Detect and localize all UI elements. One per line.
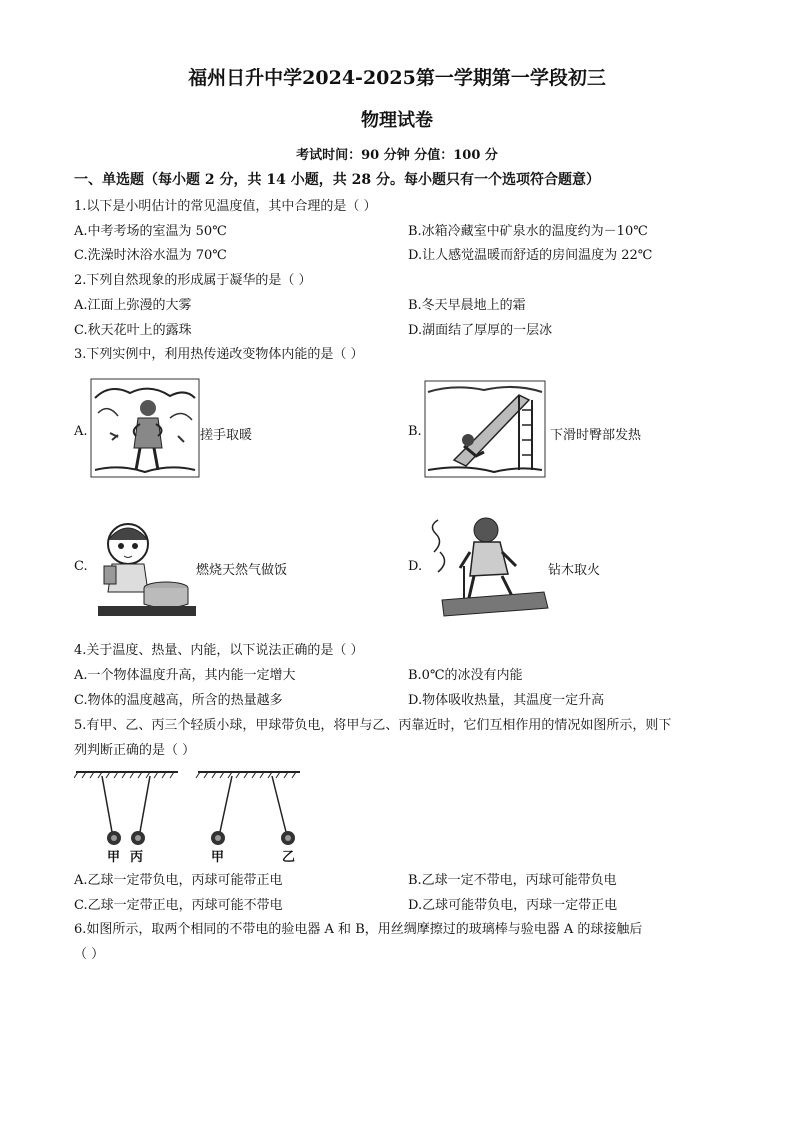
q3-option-d-letter: D. (408, 559, 423, 574)
ball-label-jia-right: 甲 (211, 850, 225, 865)
q4-option-d: D.物体吸收热量，其温度一定升高 (408, 693, 605, 708)
q2-option-d: D.湖面结了厚厚的一层冰 (408, 323, 553, 338)
question-3-stem: 3.下列实例中，利用热传递改变物体内能的是（ ） (74, 347, 364, 362)
ball-label-bing: 丙 (130, 850, 144, 865)
q3-option-b-caption: 下滑时臀部发热 (550, 428, 642, 443)
ball-label-yi: 乙 (282, 850, 296, 865)
section-heading: 一、单选题（每小题 2 分，共 14 小题，共 28 分。每小题只有一个选项符合题意） (74, 172, 600, 188)
q3-option-b-letter: B. (408, 424, 422, 439)
drilling-wood-fire-figure (424, 512, 552, 620)
question-4-stem: 4.关于温度、热量、内能，以下说法正确的是（ ） (74, 643, 364, 658)
q1-option-a: A.中考考场的室温为 50℃ (74, 224, 227, 239)
q3-option-a-letter: A. (74, 424, 88, 439)
question-6-stem-line1: 6.如图所示，取两个相同的不带电的验电器 A 和 B，用丝绸摩擦过的玻璃棒与验电器 A 的球接触后 (74, 922, 643, 937)
slide-figure (424, 380, 546, 478)
exam-title: 福州日升中学2024-2025第一学期第一学段初三 (188, 67, 606, 89)
q5-option-a: A.乙球一定带负电，丙球可能带正电 (74, 873, 283, 888)
q4-option-a: A.一个物体温度升高，其内能一定增大 (74, 668, 296, 683)
q3-option-c-caption: 燃烧天然气做饭 (196, 563, 288, 578)
question-6-stem-line2: （ ） (74, 947, 105, 962)
q1-option-c: C.洗澡时沐浴水温为 70℃ (74, 248, 227, 263)
q3-option-c-letter: C. (74, 559, 88, 574)
ball-label-jia-left: 甲 (107, 850, 121, 865)
q3-option-a-caption: 搓手取暖 (200, 428, 253, 443)
q5-option-c: C.乙球一定带正电，丙球可能不带电 (74, 898, 283, 913)
q1-option-b: B.冰箱冷藏室中矿泉水的温度约为－10℃ (408, 224, 648, 239)
question-5-stem-line1: 5.有甲、乙、丙三个轻质小球，甲球带负电，将甲与乙、丙靠近时，它们互相作用的情况如图所示，则下 (74, 718, 672, 733)
q1-option-d: D.让人感觉温暖而舒适的房间温度为 22℃ (408, 248, 653, 263)
q2-option-b: B.冬天早晨地上的霜 (408, 298, 526, 313)
question-1-stem: 1.以下是小明估计的常见温度值，其中合理的是（ ） (74, 199, 377, 214)
q2-option-a: A.江面上弥漫的大雾 (74, 298, 192, 313)
q4-option-b: B.0℃的冰没有内能 (408, 668, 523, 683)
exam-subtitle: 物理试卷 (361, 110, 433, 131)
question-2-stem: 2.下列自然现象的形成属于凝华的是（ ） (74, 273, 312, 288)
q3-option-d-caption: 钻木取火 (548, 563, 601, 578)
exam-info: 考试时间：90 分钟 分值：100 分 (296, 148, 498, 163)
q2-option-c: C.秋天花叶上的露珠 (74, 323, 192, 338)
rubbing-hands-figure (90, 378, 200, 478)
question-5-stem-line2: 列判断正确的是（ ） (74, 743, 196, 758)
q5-option-d: D.乙球可能带负电，丙球一定带正电 (408, 898, 618, 913)
q4-option-c: C.物体的温度越高，所含的热量越多 (74, 693, 283, 708)
q5-option-b: B.乙球一定不带电，丙球可能带负电 (408, 873, 617, 888)
cooking-gas-figure (90, 514, 198, 618)
